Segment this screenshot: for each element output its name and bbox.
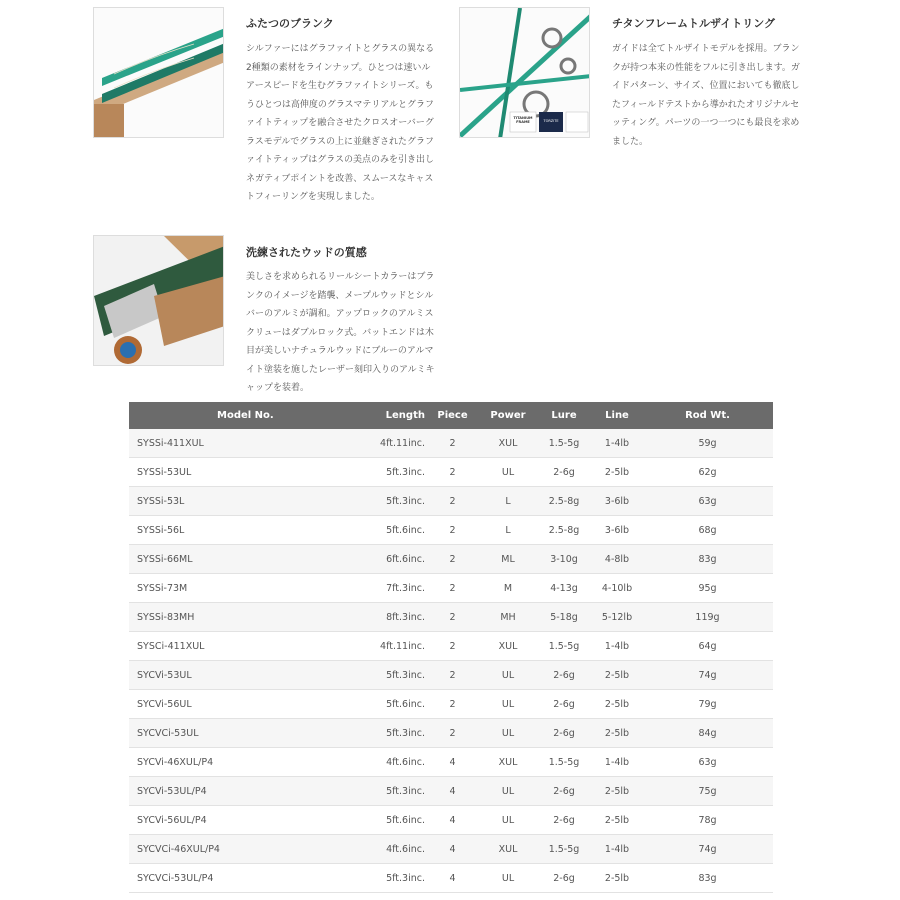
lure-cell: 5-18g: [536, 603, 592, 632]
feature-line: 目が美しいナチュラルウッドにブルーのアルマ: [246, 346, 434, 356]
lure-cell: 2-6g: [536, 458, 592, 487]
power-cell: XUL: [480, 748, 536, 777]
length-cell: 4ft.11inc.: [357, 632, 425, 661]
spec-table-header: [129, 402, 773, 429]
model-cell: SYCVi-56UL/P4: [129, 806, 357, 835]
table-row: [129, 864, 773, 893]
table-row: [129, 806, 773, 835]
table-row: [129, 603, 773, 632]
table-row: [129, 516, 773, 545]
power-cell: UL: [480, 806, 536, 835]
piece-cell: 2: [425, 574, 480, 603]
feature-title-blank: ふたつのブランク: [246, 17, 334, 30]
reelseat-photo: [93, 235, 224, 366]
reel-seat-illustration: [94, 236, 224, 366]
power-cell: MH: [480, 603, 536, 632]
feature-line: 2種類の素材をラインナップ。ひとつは速いル: [246, 62, 431, 73]
line-cell: 2-5lb: [592, 806, 642, 835]
piece-cell: 4: [425, 777, 480, 806]
lure-cell: 2-6g: [536, 719, 592, 748]
rod-weight-cell: 74g: [642, 835, 773, 864]
model-cell: SYSSi-56L: [129, 516, 357, 545]
table-row: [129, 690, 773, 719]
piece-cell: 2: [425, 516, 480, 545]
feature-line: ネガティブポイントを改善、スムースなキャス: [246, 173, 434, 184]
power-cell: UL: [480, 777, 536, 806]
feature-text-guides: [612, 40, 812, 151]
length-cell: 4ft.6inc.: [357, 835, 425, 864]
table-row: [129, 458, 773, 487]
lure-cell: 2.5-8g: [536, 516, 592, 545]
feature-line: クが持つ本来の性能をフルに引き出します。ガ: [612, 62, 800, 73]
lure-cell: 2-6g: [536, 806, 592, 835]
feature-line: ラスモデルでグラスの上に並継ぎされたグラフ: [246, 136, 435, 147]
power-cell: UL: [480, 661, 536, 690]
power-cell: UL: [480, 719, 536, 748]
lure-cell: 2-6g: [536, 690, 592, 719]
piece-cell: 2: [425, 458, 480, 487]
feature-line: うひとつは高伸度のグラスマテリアルとグラフ: [246, 99, 435, 110]
model-cell: SYCVi-53UL/P4: [129, 777, 357, 806]
length-cell: 5ft.3inc.: [357, 777, 425, 806]
feature-line: ッティング。パーツの一つ一つにも最良を求め: [612, 118, 800, 128]
model-cell: SYCVi-53UL: [129, 661, 357, 690]
spec-table: [129, 402, 773, 893]
lure-cell: 2-6g: [536, 661, 592, 690]
rod-weight-cell: 63g: [642, 748, 773, 777]
spec-table-body: [129, 429, 773, 893]
lure-cell: 4-13g: [536, 574, 592, 603]
feature-line: シルファーにはグラファイトとグラスの異なる: [246, 44, 435, 54]
power-cell: M: [480, 574, 536, 603]
table-row: [129, 545, 773, 574]
length-cell: 4ft.11inc.: [357, 429, 425, 458]
piece-cell: 4: [425, 835, 480, 864]
feature-line: クリューはダブルロック式。バットエンドは木: [246, 327, 434, 338]
rod-weight-cell: 62g: [642, 458, 773, 487]
rod-weight-cell: 83g: [642, 864, 773, 893]
line-cell: 1-4lb: [592, 748, 642, 777]
piece-cell: 4: [425, 806, 480, 835]
power-cell: UL: [480, 690, 536, 719]
lure-cell: 2-6g: [536, 864, 592, 893]
lure-cell: 1.5-5g: [536, 429, 592, 458]
table-row: [129, 719, 773, 748]
piece-cell: 2: [425, 545, 480, 574]
lure-cell: 1.5-5g: [536, 748, 592, 777]
feature-text-wood: [246, 268, 446, 398]
feature-line: トフィーリングを実現しました。: [246, 192, 380, 202]
model-cell: SYCVCi-53UL: [129, 719, 357, 748]
line-cell: 1-4lb: [592, 429, 642, 458]
line-cell: 2-5lb: [592, 777, 642, 806]
blank-photo: [93, 7, 224, 138]
rod-weight-cell: 74g: [642, 661, 773, 690]
feature-line: イト塗装を施したレーザー刻印入りのアルミキ: [246, 364, 435, 375]
lure-cell: 2-6g: [536, 777, 592, 806]
rod-weight-cell: 59g: [642, 429, 773, 458]
feature-line: ガイドは全てトルザイトモデルを採用。ブラン: [612, 44, 800, 54]
feature-line: バーのアルミが調和。アップロックのアルミス: [246, 309, 434, 319]
line-cell: 3-6lb: [592, 516, 642, 545]
length-cell: 5ft.6inc.: [357, 806, 425, 835]
model-cell: SYSCi-411XUL: [129, 632, 357, 661]
length-cell: 8ft.3inc.: [357, 603, 425, 632]
feature-line: たフィールドテストから導かれたオリジナルセ: [612, 99, 800, 110]
piece-cell: 2: [425, 632, 480, 661]
line-cell: 2-5lb: [592, 661, 642, 690]
length-cell: 5ft.3inc.: [357, 719, 425, 748]
power-cell: UL: [480, 458, 536, 487]
line-cell: 1-4lb: [592, 632, 642, 661]
piece-cell: 2: [425, 690, 480, 719]
length-cell: 7ft.3inc.: [357, 574, 425, 603]
table-row: [129, 429, 773, 458]
lure-cell: 2.5-8g: [536, 487, 592, 516]
feature-line: 美しさを求められるリールシートカラーはブラ: [246, 272, 435, 282]
table-row: [129, 487, 773, 516]
power-cell: UL: [480, 864, 536, 893]
header-lure: Lure: [536, 402, 592, 429]
rod-weight-cell: 64g: [642, 632, 773, 661]
line-cell: 2-5lb: [592, 864, 642, 893]
rod-weight-cell: 68g: [642, 516, 773, 545]
table-row: [129, 574, 773, 603]
table-row: [129, 835, 773, 864]
model-cell: SYSSi-53L: [129, 487, 357, 516]
line-cell: 4-10lb: [592, 574, 642, 603]
rod-weight-cell: 95g: [642, 574, 773, 603]
piece-cell: 2: [425, 429, 480, 458]
line-cell: 4-8lb: [592, 545, 642, 574]
line-cell: 1-4lb: [592, 835, 642, 864]
feature-line: ァイトティップを融合させたクロスオーバーグ: [246, 118, 434, 128]
feature-line: イドパターン、サイズ、位置においても徹底し: [612, 81, 800, 91]
length-cell: 5ft.6inc.: [357, 690, 425, 719]
model-cell: SYSSi-53UL: [129, 458, 357, 487]
power-cell: L: [480, 516, 536, 545]
line-cell: 2-5lb: [592, 690, 642, 719]
feature-text-blank: [246, 40, 446, 207]
badge-titanium-frame: TITANIUM FRAME: [513, 116, 533, 124]
feature-line: ァイトティップはグラスの美点のみを引き出し: [246, 155, 435, 165]
header-line: Line: [592, 402, 642, 429]
lure-cell: 3-10g: [536, 545, 592, 574]
piece-cell: 4: [425, 864, 480, 893]
feature-line: ャップを装着。: [246, 383, 310, 393]
model-cell: SYSSi-83MH: [129, 603, 357, 632]
model-cell: SYCVCi-53UL/P4: [129, 864, 357, 893]
header-spacer: [129, 402, 217, 429]
lure-cell: 1.5-5g: [536, 632, 592, 661]
power-cell: XUL: [480, 429, 536, 458]
model-cell: SYCVi-56UL: [129, 690, 357, 719]
rod-weight-cell: 119g: [642, 603, 773, 632]
line-cell: 5-12lb: [592, 603, 642, 632]
model-cell: SYSSi-411XUL: [129, 429, 357, 458]
feature-title-wood: 洗練されたウッドの質感: [246, 246, 367, 259]
power-cell: ML: [480, 545, 536, 574]
line-cell: 2-5lb: [592, 719, 642, 748]
header-model: Model No.: [217, 402, 357, 429]
rod-weight-cell: 63g: [642, 487, 773, 516]
table-row: [129, 632, 773, 661]
power-cell: XUL: [480, 632, 536, 661]
piece-cell: 2: [425, 487, 480, 516]
piece-cell: 2: [425, 661, 480, 690]
power-cell: XUL: [480, 835, 536, 864]
rod-weight-cell: 83g: [642, 545, 773, 574]
piece-cell: 4: [425, 748, 480, 777]
rod-blank-illustration: [94, 8, 224, 138]
length-cell: 5ft.3inc.: [357, 458, 425, 487]
guide-photo: [459, 7, 590, 138]
table-row: [129, 777, 773, 806]
header-power: Power: [480, 402, 536, 429]
badge-torzite: TORZITE: [543, 119, 559, 123]
length-cell: 5ft.3inc.: [357, 487, 425, 516]
model-cell: SYCVCi-46XUL/P4: [129, 835, 357, 864]
power-cell: L: [480, 487, 536, 516]
length-cell: 5ft.3inc.: [357, 661, 425, 690]
length-cell: 5ft.6inc.: [357, 516, 425, 545]
rod-weight-cell: 84g: [642, 719, 773, 748]
length-cell: 5ft.3inc.: [357, 864, 425, 893]
line-cell: 2-5lb: [592, 458, 642, 487]
lure-cell: 1.5-5g: [536, 835, 592, 864]
table-row: [129, 748, 773, 777]
length-cell: 4ft.6inc.: [357, 748, 425, 777]
feature-line: ました。: [612, 136, 649, 147]
piece-cell: 2: [425, 719, 480, 748]
feature-title-guides: チタンフレームトルザイトリング: [612, 17, 776, 30]
table-row: [129, 661, 773, 690]
header-length: Length: [357, 402, 425, 429]
rod-weight-cell: 79g: [642, 690, 773, 719]
model-cell: SYSSi-66ML: [129, 545, 357, 574]
rod-weight-cell: 78g: [642, 806, 773, 835]
length-cell: 6ft.6inc.: [357, 545, 425, 574]
piece-cell: 2: [425, 603, 480, 632]
model-cell: SYCVi-46XUL/P4: [129, 748, 357, 777]
feature-line: アースピードを生むグラファイトシリーズ。も: [246, 81, 434, 91]
header-piece: Piece: [425, 402, 480, 429]
feature-line: ンクのイメージを踏襲、メープルウッドとシル: [246, 290, 434, 301]
line-cell: 3-6lb: [592, 487, 642, 516]
header-rod-weight: Rod Wt.: [642, 402, 773, 429]
model-cell: SYSSi-73M: [129, 574, 357, 603]
rod-weight-cell: 75g: [642, 777, 773, 806]
